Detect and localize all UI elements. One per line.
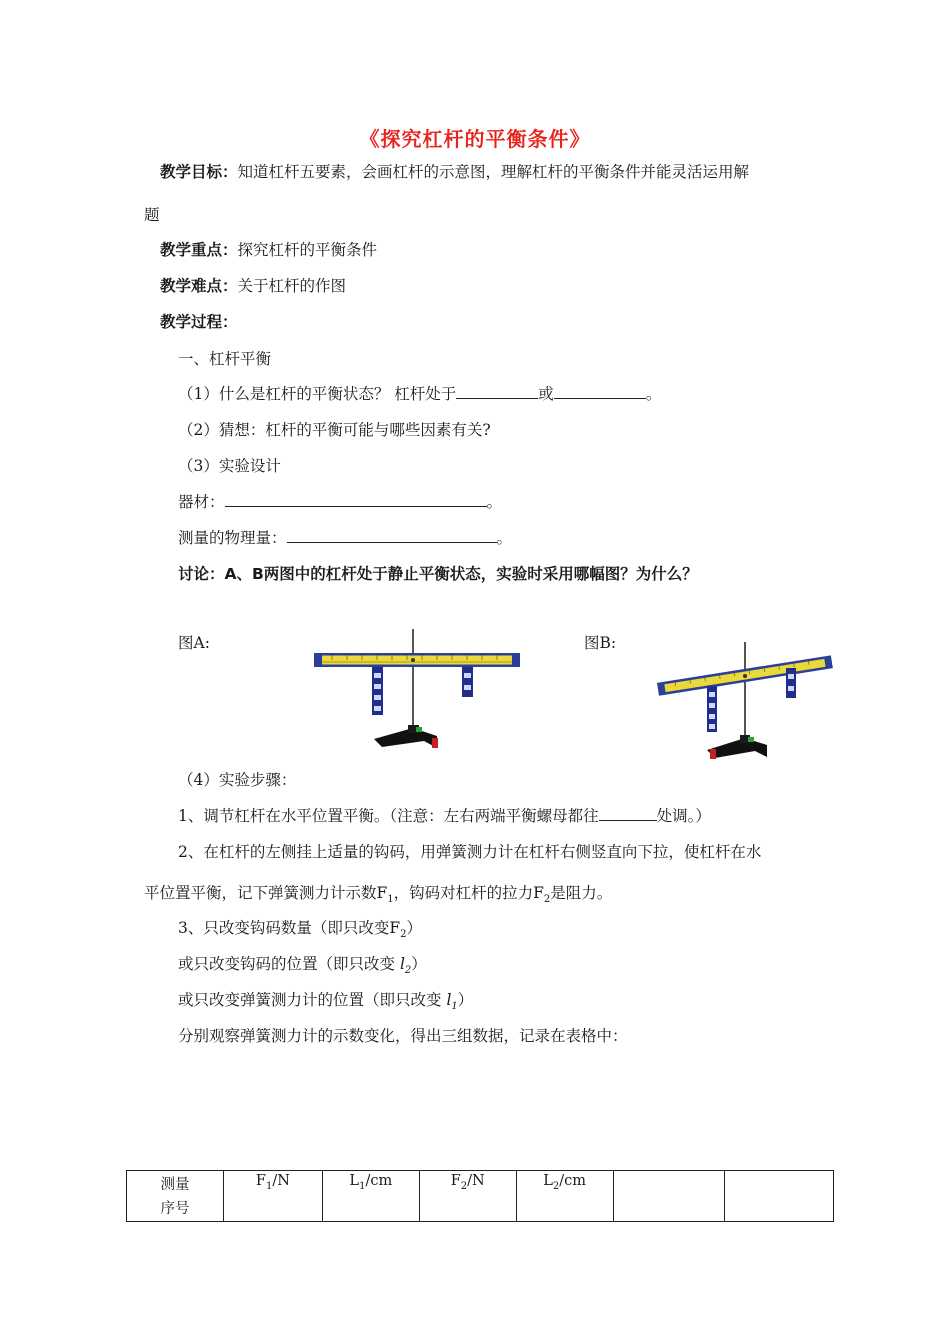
objective-line-2: 题	[144, 206, 160, 224]
header-f1	[223, 1171, 322, 1222]
step-2-text-c: 是阻力。	[550, 884, 613, 902]
process-label: 教学过程：	[160, 313, 238, 331]
step-3-sub-b: 2	[404, 965, 412, 977]
blank-equipment[interactable]	[225, 492, 487, 507]
step-3-end-b: ）	[411, 955, 427, 973]
header-l2	[516, 1171, 613, 1222]
step-3-end-a: ）	[406, 919, 423, 937]
step-2-line-1: 2、在杠杆的左侧挂上适量的钩码，用弹簧测力计在杠杆右侧竖直向下拉，使杠杆在水	[178, 843, 762, 861]
step-2-line-2	[144, 883, 612, 910]
difficulty-text: 关于杠杆的作图	[237, 277, 347, 295]
step-1	[178, 806, 711, 826]
question-1-end: 。	[645, 385, 662, 403]
step-2-sub-2: 2	[543, 894, 551, 906]
step-3-line-1	[178, 918, 422, 945]
objective-text: 知道杠杆五要素，会画杠杆的示意图，理解杠杆的平衡条件并能灵活运用解	[237, 163, 750, 181]
header-f2	[419, 1171, 516, 1222]
discussion-question: 讨论：A、B两图中的杠杆处于静止平衡状态，实验时采用哪幅图？为什么？	[178, 565, 698, 583]
header-empty-2	[724, 1171, 833, 1222]
quantities-line	[178, 528, 512, 548]
blank-state-1[interactable]	[456, 384, 538, 399]
figure-a-lever-horizontal	[312, 627, 524, 757]
header-measurement-number	[127, 1171, 224, 1222]
objective-label: 教学目标：	[160, 163, 238, 181]
question-1-or: 或	[538, 385, 554, 403]
step-3-end-c: ）	[457, 991, 474, 1009]
difficulty-line	[160, 276, 346, 296]
step-1-end: 处调。）	[656, 807, 711, 825]
step-3-text-a: 3、只改变钩码数量（即只改变F	[178, 919, 401, 937]
header-l1	[322, 1171, 419, 1222]
document-title: 《探究杠杆的平衡条件》	[359, 127, 591, 151]
header-l1-unit: /cm	[365, 1173, 393, 1189]
objective-line	[160, 162, 749, 182]
figure-b-lever-tilted	[655, 640, 837, 762]
header-l2-sub: 2	[552, 1180, 560, 1192]
header-l1-sub: 1	[359, 1180, 366, 1192]
step-3-text-c: 或只改变弹簧测力计的位置（即只改变	[178, 991, 447, 1009]
header-f2-sub: 2	[460, 1180, 468, 1192]
header-measurement-line-2: 序号	[160, 1201, 190, 1217]
blank-quantities[interactable]	[287, 528, 497, 543]
question-1-text: （1）什么是杠杆的平衡状态？ 杠杆处于	[178, 385, 457, 403]
quantities-label: 测量的物理量：	[178, 529, 287, 547]
step-1-text: 1、调节杠杆在水平位置平衡。（注意：左右两端平衡螺母都往	[178, 807, 599, 825]
figure-a-label: 图A:	[178, 634, 210, 652]
blank-state-2[interactable]	[554, 384, 646, 399]
header-empty-1	[613, 1171, 724, 1222]
figure-b-label: 图B:	[584, 634, 617, 652]
step-3-line-3	[178, 990, 473, 1017]
equipment-end: 。	[486, 493, 503, 511]
section-heading: 一、杠杆平衡	[178, 350, 272, 368]
step-2-text-a: 平位置平衡，记下弹簧测力计示数F	[144, 884, 388, 902]
steps-heading: （4）实验步骤：	[178, 771, 297, 789]
data-table	[126, 1170, 834, 1222]
difficulty-label: 教学难点：	[160, 277, 238, 295]
step-2-sub-1: 1	[387, 894, 394, 906]
step-3-var-c: l	[446, 991, 452, 1009]
header-l2-symbol: L	[543, 1173, 553, 1189]
observe-instruction: 分别观察弹簧测力计的示数变化，得出三组数据，记录在表格中：	[178, 1027, 628, 1045]
header-f2-symbol: F	[450, 1173, 461, 1189]
equipment-label: 器材：	[178, 493, 225, 511]
header-measurement-line-1: 测量	[160, 1177, 190, 1193]
blank-adjust-direction[interactable]	[599, 806, 657, 821]
step-3-sub-c: 1	[451, 1001, 458, 1013]
header-f1-unit: /N	[272, 1173, 290, 1189]
header-l2-unit: /cm	[559, 1173, 587, 1189]
step-3-sub-a: 2	[400, 929, 407, 941]
quantities-end: 。	[496, 529, 513, 547]
step-3-var-b: l	[399, 955, 405, 973]
step-3-text-b: 或只改变钩码的位置（即只改变	[178, 955, 400, 973]
question-3: （3）实验设计	[178, 457, 281, 475]
key-point-line	[160, 240, 377, 260]
header-l1-symbol: L	[349, 1173, 360, 1189]
step-3-line-2	[178, 954, 427, 981]
question-2: （2）猜想：杠杆的平衡可能与哪些因素有关?	[178, 421, 491, 439]
question-1	[178, 384, 661, 404]
header-f2-unit: /N	[467, 1173, 485, 1189]
header-f1-sub: 1	[265, 1180, 273, 1192]
step-2-text-b: ，钩码对杠杆的拉力F	[393, 884, 544, 902]
key-point-text: 探究杠杆的平衡条件	[237, 241, 378, 259]
key-point-label: 教学重点：	[160, 241, 238, 259]
header-f1-symbol: F	[255, 1173, 266, 1189]
equipment-line	[178, 492, 502, 512]
table-header-row	[127, 1171, 834, 1222]
